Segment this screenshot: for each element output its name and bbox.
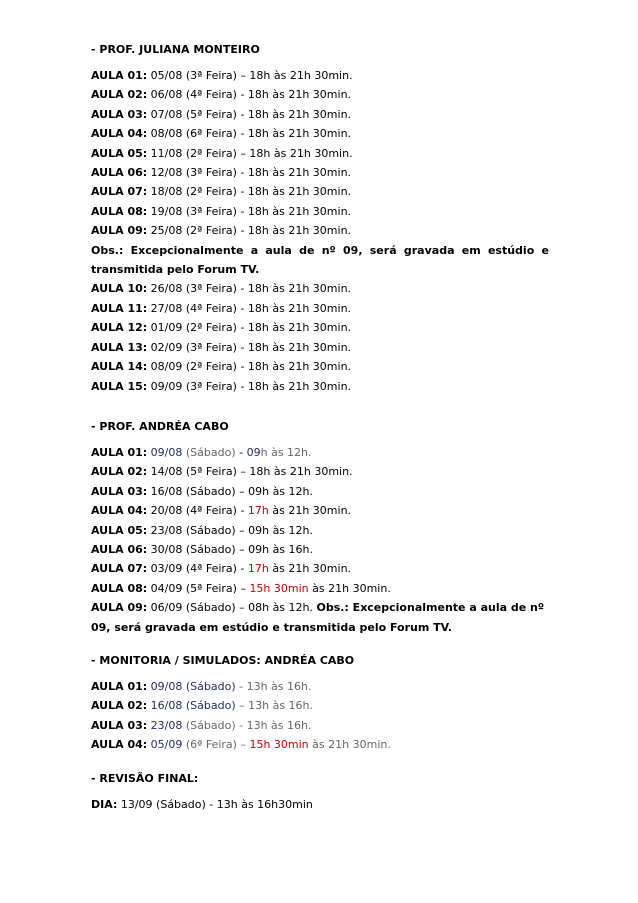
lesson-label: AULA 15:	[91, 379, 148, 393]
lesson-label: AULA 08:	[91, 204, 148, 218]
lesson-start: 09	[246, 445, 261, 459]
lesson-label: AULA 04:	[91, 738, 148, 752]
observation-line: Obs.: Excepcionalmente a aula de nº 09, será gravada em estúdio e	[91, 243, 549, 257]
lesson-text: 01/09 (2ª Feira) - 18h às 21h 30min.	[150, 321, 352, 335]
section-title-juliana: - PROF. JULIANA MONTEIRO	[91, 43, 260, 56]
lesson-day: (Sábado)	[185, 679, 236, 693]
lesson-text: 03/09 (4ª Feira) -	[150, 562, 248, 576]
lesson-text: às 21h 30min.	[268, 562, 352, 576]
lesson-label: AULA 02:	[91, 465, 148, 479]
andrea-lessons	[91, 443, 549, 637]
lesson-label: AULA 06:	[91, 542, 148, 556]
lesson-label: AULA 12:	[91, 321, 148, 335]
lesson-row	[91, 462, 549, 481]
lesson-time: - 13h às 16h.	[235, 679, 312, 693]
lesson-row	[91, 559, 549, 578]
lesson-text: 08/08 (6ª Feira) - 18h às 21h 30min.	[150, 127, 352, 141]
lesson-highlight-time: 17h	[247, 562, 269, 576]
lesson-time: h às 12h.	[260, 445, 312, 459]
lesson-highlight-time: 17h	[247, 504, 269, 518]
lesson-label: AULA 09:	[91, 224, 148, 238]
lesson-text: 27/08 (4ª Feira) - 18h às 21h 30min.	[150, 301, 352, 315]
lesson-label: AULA 10:	[91, 282, 148, 296]
lesson-date: 16/08	[150, 699, 183, 713]
lesson-text: 25/08 (2ª Feira) - 18h às 21h 30min.	[150, 224, 352, 238]
lesson-row	[91, 163, 549, 182]
lesson-label: AULA 05:	[91, 523, 148, 537]
section-title-andrea: - PROF. ANDRÉA CABO	[91, 419, 229, 433]
lesson-row	[91, 579, 549, 598]
revisao-block	[91, 795, 549, 814]
lesson-text: 07/08 (5ª Feira) - 18h às 21h 30min.	[150, 107, 352, 121]
lesson-text: 06/08 (4ª Feira) - 18h às 21h 30min.	[150, 88, 352, 102]
lesson-row	[91, 598, 549, 617]
lesson-row	[91, 105, 549, 124]
lesson-time: às 21h 30min.	[308, 738, 391, 752]
lesson-row	[91, 66, 549, 85]
spacer	[91, 396, 549, 417]
lesson-row	[91, 221, 549, 240]
lesson-text: 05/08 (3ª Feira) – 18h às 21h 30min.	[150, 69, 353, 82]
lesson-label: AULA 11:	[91, 301, 148, 315]
lesson-sep: -	[239, 445, 244, 459]
lesson-label: AULA 04:	[91, 504, 148, 518]
lesson-row	[91, 318, 549, 337]
lesson-label: AULA 06:	[91, 166, 148, 180]
lesson-row	[91, 501, 549, 520]
lesson-label: AULA 14:	[91, 360, 148, 374]
lesson-label: AULA 07:	[91, 185, 148, 199]
lesson-row	[91, 540, 549, 559]
lesson-row	[91, 521, 549, 540]
lesson-date: 09/08	[150, 679, 183, 693]
lesson-text: 16/08 (Sábado) – 09h às 12h.	[150, 484, 314, 498]
lesson-row	[91, 202, 549, 221]
lesson-time: - 13h às 16h.	[235, 718, 312, 732]
lesson-label: AULA 13:	[91, 340, 148, 354]
spacer	[91, 755, 549, 769]
observation-note: 09, será gravada em estúdio e transmitida pelo Forum TV.	[91, 620, 452, 634]
lesson-day: (Sábado)	[185, 445, 236, 459]
observation-line	[91, 618, 549, 637]
lesson-text: 19/08 (3ª Feira) - 18h às 21h 30min.	[150, 204, 352, 218]
lesson-text: 09/09 (3ª Feira) - 18h às 21h 30min.	[150, 379, 352, 393]
monitoria-lessons	[91, 677, 549, 755]
lesson-label: AULA 01:	[91, 69, 148, 82]
juliana-lessons	[91, 66, 549, 396]
lesson-date: 05/09	[150, 738, 183, 752]
lesson-row	[91, 124, 549, 143]
lesson-highlight-time: 15h 30min	[249, 581, 309, 595]
observation-line: transmitida pelo Forum TV.	[91, 263, 260, 277]
lesson-text: 18/08 (2ª Feira) - 18h às 21h 30min.	[150, 185, 352, 199]
lesson-row	[91, 735, 549, 754]
lesson-row	[91, 338, 549, 357]
lesson-text: 11/08 (2ª Feira) – 18h às 21h 30min.	[150, 146, 353, 160]
lesson-highlight-time: 15h 30min	[249, 738, 309, 752]
lesson-text: 06/09 (Sábado) – 08h às 12h.	[147, 601, 317, 615]
lesson-date: 23/08	[150, 718, 183, 732]
lesson-time: – 13h às 16h.	[235, 699, 314, 713]
lesson-row	[91, 182, 549, 201]
lesson-row	[91, 482, 549, 501]
observation-note: Obs.: Excepcionalmente a aula de nº	[316, 601, 545, 615]
lesson-row	[91, 357, 549, 376]
lesson-label: AULA 08:	[91, 581, 148, 595]
revisao-label: DIA:	[91, 797, 118, 811]
lesson-label: AULA 03:	[91, 484, 148, 498]
lesson-day: (Sábado)	[185, 718, 236, 732]
lesson-label: AULA 05:	[91, 146, 148, 160]
revisao-row	[91, 795, 549, 814]
observation-note	[91, 241, 549, 280]
lesson-text: 04/09 (5ª Feira) –	[150, 581, 250, 595]
lesson-text: 08/09 (2ª Feira) - 18h às 21h 30min.	[150, 360, 352, 374]
lesson-date: 09/08	[150, 445, 183, 459]
lesson-label: AULA 02:	[91, 699, 148, 713]
lesson-text: às 21h 30min.	[308, 581, 391, 595]
lesson-label: AULA 07:	[91, 562, 148, 576]
lesson-label: AULA 03:	[91, 107, 148, 121]
lesson-label: AULA 02:	[91, 88, 148, 102]
lesson-label: AULA 09:	[91, 601, 148, 615]
lesson-label: AULA 01:	[91, 445, 148, 459]
lesson-row	[91, 443, 549, 462]
section-title-monitoria: - MONITORIA / SIMULADOS: ANDRÉA CABO	[91, 653, 355, 667]
lesson-sep: –	[236, 738, 250, 752]
lesson-text: 12/08 (3ª Feira) - 18h às 21h 30min.	[150, 166, 352, 180]
lesson-text: 14/08 (5ª Feira) – 18h às 21h 30min.	[150, 465, 353, 479]
lesson-text: 26/08 (3ª Feira) - 18h às 21h 30min.	[150, 282, 352, 296]
lesson-row	[91, 716, 549, 735]
lesson-day: (Sábado)	[185, 699, 236, 713]
lesson-text: às 21h 30min.	[268, 504, 352, 518]
lesson-label: AULA 04:	[91, 127, 148, 141]
lesson-row	[91, 299, 549, 318]
lesson-row	[91, 279, 549, 298]
document-page	[91, 40, 549, 814]
revisao-text: 13/09 (Sábado) - 13h às 16h30min	[120, 797, 313, 811]
lesson-row	[91, 85, 549, 104]
lesson-text: 30/08 (Sábado) – 09h às 16h.	[150, 542, 314, 556]
lesson-row	[91, 377, 549, 396]
lesson-label: AULA 03:	[91, 718, 148, 732]
lesson-text: 20/08 (4ª Feira) -	[150, 504, 248, 518]
section-title-revisao: - REVISÃO FINAL:	[91, 771, 199, 785]
lesson-day: (6ª Feira)	[185, 738, 237, 752]
lesson-row	[91, 696, 549, 715]
lesson-text: 02/09 (3ª Feira) - 18h às 21h 30min.	[150, 340, 352, 354]
lesson-row	[91, 677, 549, 696]
lesson-row	[91, 144, 549, 163]
spacer	[91, 637, 549, 651]
lesson-label: AULA 01:	[91, 679, 148, 693]
lesson-text: 23/08 (Sábado) – 09h às 12h.	[150, 523, 314, 537]
